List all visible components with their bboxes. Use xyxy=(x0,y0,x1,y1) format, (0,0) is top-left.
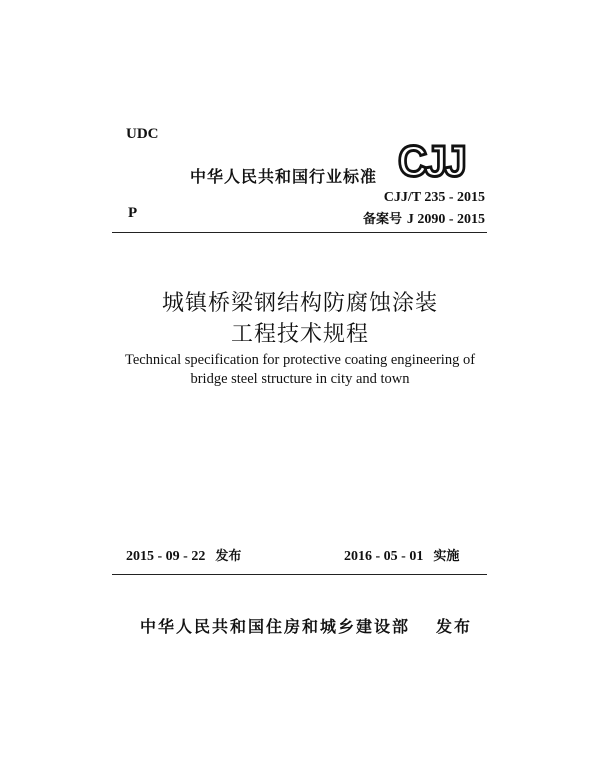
implement-label: 实施 xyxy=(433,549,460,564)
implement-date-row xyxy=(344,545,459,565)
standard-type: 中华人民共和国行业标准 xyxy=(190,167,378,186)
title-cn-line2: 工程技术规程 xyxy=(230,322,369,347)
standard-number: CJJ/T 235 - 2015 xyxy=(383,190,485,205)
publisher-row xyxy=(140,614,472,637)
title-en-line2: bridge steel structure in city and town xyxy=(190,371,410,387)
title-en-line1: Technical specification for protective coating engineering of xyxy=(124,352,476,368)
udc-label: UDC xyxy=(126,126,159,142)
title-cn-line1: 城镇桥梁钢结构防腐蚀涂装 xyxy=(161,291,438,316)
record-label: 备案号 xyxy=(362,212,402,227)
cjj-logo: CJJ xyxy=(398,137,464,186)
classification-code: P xyxy=(128,205,138,221)
publisher-name: 中华人民共和国住房和城乡建设部 xyxy=(140,617,411,636)
issue-date-row xyxy=(126,545,241,565)
implement-date: 2016 - 05 - 01 xyxy=(344,549,424,564)
issue-date: 2015 - 09 - 22 xyxy=(126,549,206,564)
publisher-label: 发布 xyxy=(436,617,473,636)
bottom-divider xyxy=(112,574,487,575)
issue-label: 发布 xyxy=(215,549,242,564)
top-divider xyxy=(112,232,487,233)
record-number: J 2090 - 2015 xyxy=(406,212,485,227)
record-number-row xyxy=(363,208,485,228)
